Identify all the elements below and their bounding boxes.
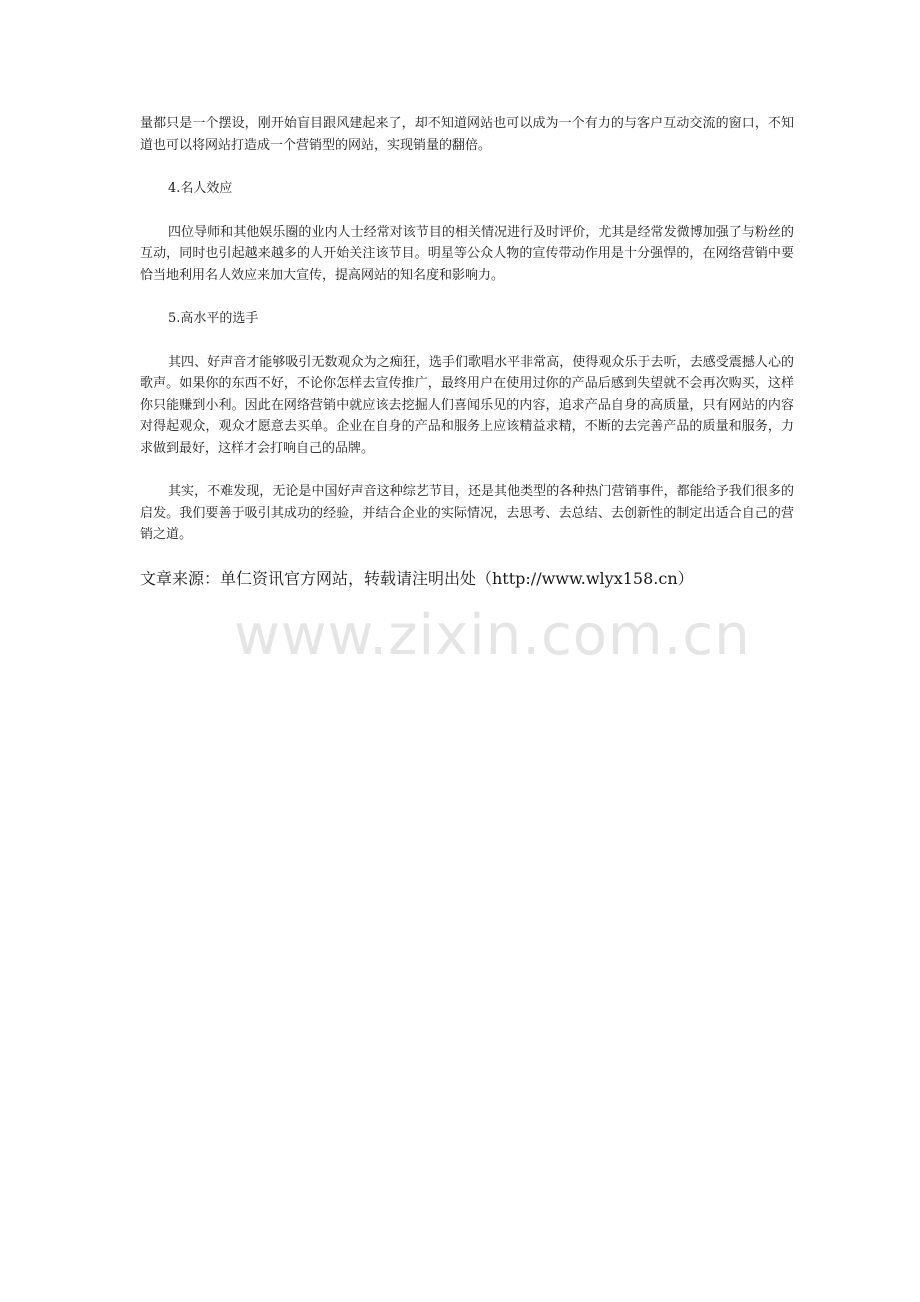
section-heading-high-level-contestants: 5.高水平的选手 bbox=[168, 311, 259, 326]
section-heading-celebrity-effect: 4.名人效应 bbox=[168, 181, 233, 196]
spacer bbox=[140, 286, 794, 308]
spacer bbox=[140, 459, 794, 481]
watermark-text: www.zixin.com.cn bbox=[234, 603, 751, 668]
spacer bbox=[140, 330, 794, 352]
spacer bbox=[140, 200, 794, 222]
paragraph-contestants: 其四、好声音才能够吸引无数观众为之痴狂，选手们歌唱水平非常高，使得观众乐于去听，去感受震撼人心的歌声。如果你的东西不好，不论你怎样去宣传推广，最终用户在使用过你的产品后感到失望就不会再次购买，这样你只能赚到小利。因此在网络营销中就应该去挖掘人们喜闻乐见的内容，追求产品自身的高质量，只有网站的内容对得起观众，观众才愿意去买单。企业在自身的产品和服务上应该精益求精，不断的去完善产品的质量和服务，力求做到最好，这样才会打响自己的品牌。 bbox=[140, 354, 794, 456]
document-body bbox=[140, 113, 794, 591]
spacer bbox=[140, 156, 794, 178]
article-source-line: 文章来源：单仁资讯官方网站，转载请注明出处（http://www.wlyx158.cn） bbox=[140, 568, 694, 588]
paragraph-celebrity: 四位导师和其他娱乐圈的业内人士经常对该节目的相关情况进行及时评价，尤其是经常发微博加强了与粉丝的互动，同时也引起越来越多的人开始关注该节目。明星等公众人物的宣传带动作用是十分强悍的，在网络营销中要恰当地利用名人效应来加大宣传，提高网站的知名度和影响力。 bbox=[140, 224, 794, 283]
spacer bbox=[140, 546, 794, 567]
paragraph-continuation: 量都只是一个摆设，刚开始盲目跟风建起来了，却不知道网站也可以成为一个有力的与客户互动交流的窗口，不知道也可以将网站打造成一个营销型的网站，实现销量的翻倍。 bbox=[140, 116, 794, 153]
paragraph-conclusion: 其实，不难发现，无论是中国好声音这种综艺节目，还是其他类型的各种热门营销事件，都能给予我们很多的启发。我们要善于吸引其成功的经验，并结合企业的实际情况，去思考、去总结、去创新性的制定出适合自己的营销之道。 bbox=[140, 484, 794, 542]
